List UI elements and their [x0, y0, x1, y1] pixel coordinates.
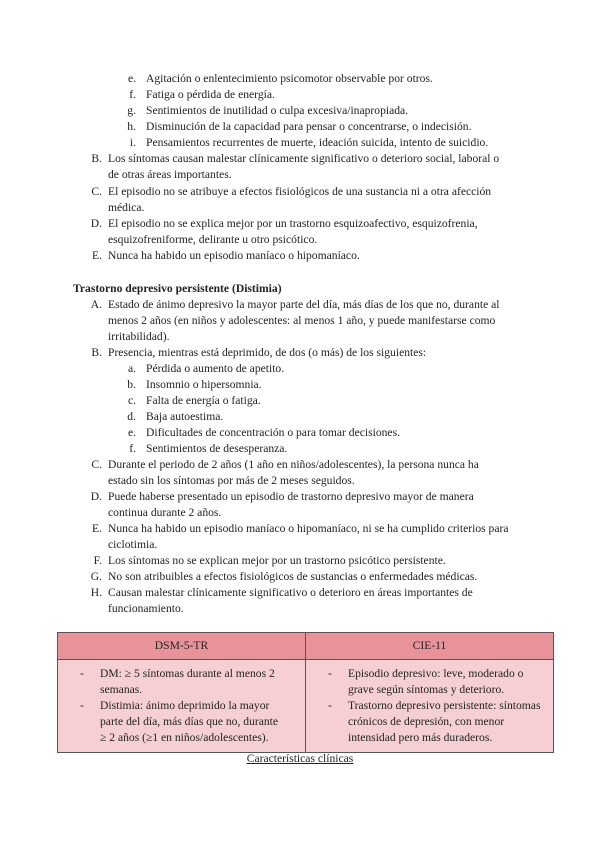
table-cell-cie	[306, 660, 554, 753]
item-line: El episodio no se explica mejor por un trastorno esquizoafectivo, esquizofrenia,	[108, 217, 478, 230]
bullet-dash: -	[328, 667, 332, 680]
item-line: irritabilidad).	[108, 330, 170, 343]
item-line: de otras áreas importantes.	[108, 168, 232, 181]
cie-bullet-list	[306, 666, 553, 746]
subitem-text: Sentimientos de inutilidad o culpa excesiva/inapropiada.	[146, 104, 409, 117]
subitem-text: Pérdida o aumento de apetito.	[146, 362, 285, 375]
item-line: Causan malestar clínicamente significativo o deterioro en áreas importantes de	[108, 586, 473, 599]
subitem-marker: e.	[127, 72, 136, 85]
bullet-dash: -	[80, 699, 84, 712]
subitem-text: Dificultades de concentración o para tomar decisiones.	[146, 426, 400, 439]
table-cell-dsm	[58, 660, 306, 753]
item-line: ciclotimia.	[108, 538, 158, 551]
table-caption: Características clínicas	[246, 752, 354, 765]
list-item: - Distimia: ánimo deprimido la mayor parte del día, más días que no, durante ≥ 2 años (≥1 en niños/adolescentes).	[80, 699, 279, 744]
item-line: médica.	[108, 201, 145, 214]
item-line: Nunca ha habido un episodio maníaco o hipomaníaco, ni se ha cumplido criterios para	[108, 522, 509, 535]
subitem-marker: b.	[127, 378, 136, 391]
item-line: Estado de ánimo depresivo la mayor parte del día, más días de los que no, durante al	[108, 298, 500, 311]
item-line: Durante el periodo de 2 años (1 año en niños/adolescentes), la persona nunca ha	[108, 458, 479, 471]
list-item: - Episodio depresivo: leve, moderado o grave según síntomas y deterioro.	[328, 667, 524, 696]
item-line: Los síntomas no se explican mejor por un trastorno psicótico persistente.	[108, 554, 446, 567]
bullet-dash: -	[80, 667, 84, 680]
subitem-text: Falta de energía o fatiga.	[146, 394, 261, 407]
subitem-marker: i.	[129, 136, 136, 149]
subitem-marker: d.	[127, 410, 136, 423]
list-item: - Trastorno depresivo persistente: síntomas crónicos de depresión, con menor intensidad pero más duraderos.	[328, 699, 541, 744]
item-line: No son atribuibles a efectos fisiológicos de sustancias o enfermedades médicas.	[108, 570, 478, 583]
subitem-text: Pensamientos recurrentes de muerte, ideación suicida, intento de suicidio.	[146, 136, 489, 149]
item-line: esquizofreniforme, delirante u otro psicótico.	[108, 233, 318, 246]
item-marker: A.	[90, 298, 102, 311]
item-marker: F.	[93, 554, 102, 567]
subitem-marker: e.	[127, 426, 136, 439]
item-line: Presencia, mientras está deprimido, de dos (o más) de los siguientes:	[108, 346, 427, 359]
item-line: estado sin los síntomas por más de 2 meses seguidos.	[108, 474, 355, 487]
item-line: funcionamiento.	[108, 602, 184, 615]
item-line: Puede haberse presentado un episodio de trastorno depresivo mayor de manera	[108, 490, 474, 503]
subitem-marker: f.	[129, 442, 136, 455]
subitem-marker: h.	[127, 120, 136, 133]
item-line: Los síntomas causan malestar clínicamente significativo o deterioro social, laboral o	[108, 152, 500, 165]
item-marker: D.	[90, 490, 102, 503]
item-marker: B.	[91, 346, 102, 359]
item-marker: H.	[90, 586, 102, 599]
bullet-dash: -	[328, 699, 332, 712]
item-marker: C.	[91, 185, 102, 198]
item-line: El episodio no se atribuye a efectos fisiológicos de una sustancia ni a otra afección	[108, 185, 492, 198]
table-header-dsm: DSM-5-TR	[58, 633, 306, 660]
subitem-text: Disminución de la capacidad para pensar o concentrarse, o indecisión.	[146, 120, 472, 133]
subitem-text: Fatiga o pérdida de energía.	[146, 88, 275, 101]
subitem-marker: f.	[129, 88, 136, 101]
section-heading: Trastorno depresivo persistente (Distimia)	[73, 282, 282, 295]
item-marker: E.	[92, 522, 102, 535]
comparison-table	[57, 632, 554, 753]
subitem-text: Baja autoestima.	[146, 410, 224, 423]
subitem-marker: g.	[127, 104, 136, 117]
subitem-text: Sentimientos de desesperanza.	[146, 442, 288, 455]
item-marker: E.	[92, 249, 102, 262]
subitem-marker: c.	[127, 394, 136, 407]
subitem-marker: a.	[127, 362, 136, 375]
item-line: continua durante 2 años.	[108, 506, 222, 519]
dsm-bullet-list	[58, 666, 305, 746]
subitem-text: Agitación o enlentecimiento psicomotor observable por otros.	[146, 72, 433, 85]
item-line: menos 2 años (en niños y adolescentes: al menos 1 año, y puede manifestarse como	[108, 314, 496, 327]
item-marker: B.	[91, 152, 102, 165]
item-line: Nunca ha habido un episodio maníaco o hipomaníaco.	[108, 249, 360, 262]
list-item: - DM: ≥ 5 síntomas durante al menos 2 semanas.	[80, 667, 275, 696]
table-header-cie: CIE-11	[306, 633, 554, 660]
subitem-text: Insomnio o hipersomnia.	[146, 378, 262, 391]
item-marker: D.	[90, 217, 102, 230]
item-marker: C.	[91, 458, 102, 471]
item-marker: G.	[90, 570, 102, 583]
